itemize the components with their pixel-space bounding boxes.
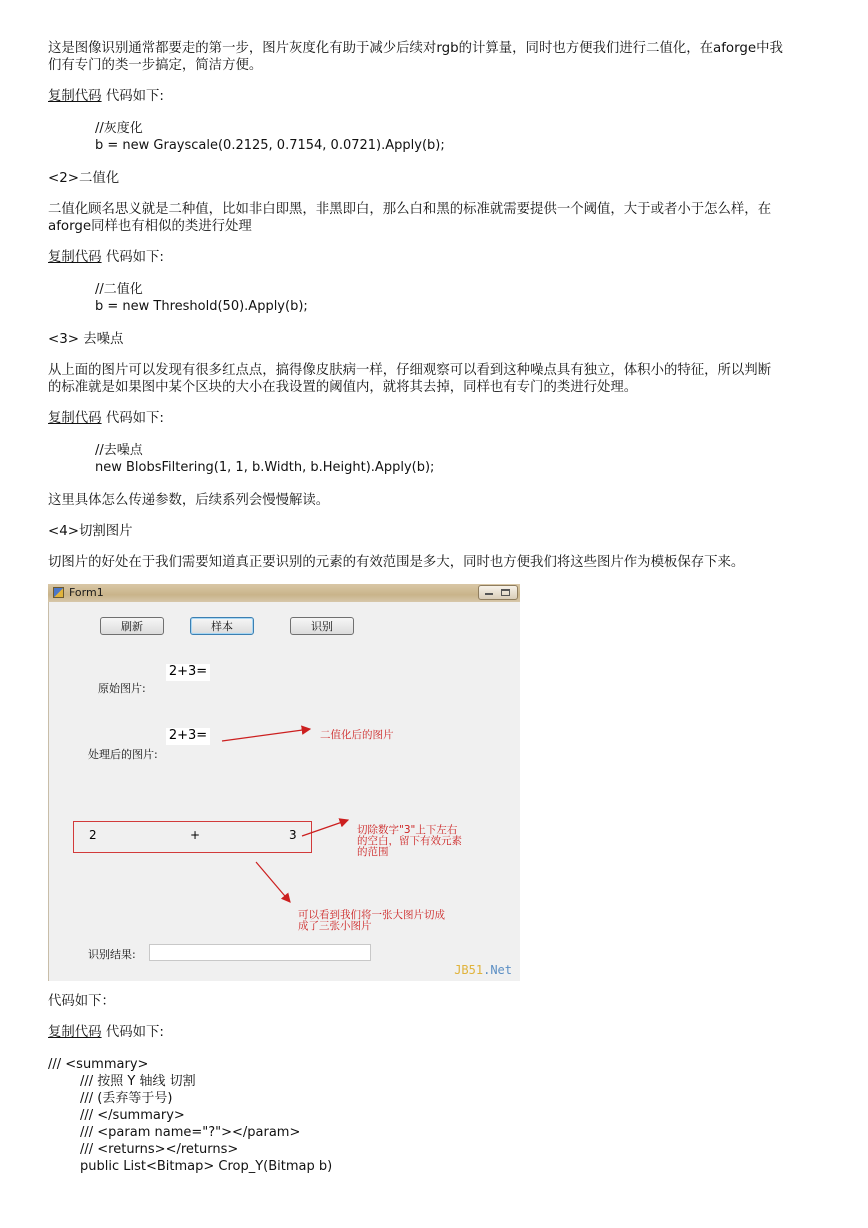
code-comment: //去噪点 (95, 443, 143, 458)
code-line: new BlobsFiltering(1, 1, b.Width, b.Height).Apply(b); (95, 460, 435, 475)
copy-code-link[interactable]: 复制代码 (48, 1025, 102, 1040)
paragraph-line: 这里具体怎么传递参数，后续系列会慢慢解读。 (48, 493, 330, 508)
code-line: /// 按照 Y 轴线 切割 (80, 1074, 196, 1089)
code-line: /// <returns></returns> (80, 1142, 239, 1157)
annotation-binarized: 二值化后的图片 (320, 729, 394, 741)
arrow-binarized (222, 729, 310, 741)
processed-image: 2+3= (166, 728, 210, 745)
copy-code-row (48, 88, 164, 105)
original-image: 2+3= (166, 664, 210, 681)
crop-digit: + (190, 828, 201, 842)
code-comment: //灰度化 (95, 121, 143, 136)
section-heading: <3> 去噪点 (48, 332, 124, 347)
paragraph-line: 的标准就是如果图中某个区块的大小在我设置的阈值内，就将其去掉，同样也有专门的类进行处理。 (48, 380, 638, 395)
annotation-split-line: 成了三张小图片 (298, 920, 372, 932)
code-label: 代码如下： (48, 994, 115, 1009)
code-line: /// <param name="?"></param> (80, 1125, 301, 1140)
copy-code-link[interactable]: 复制代码 (48, 411, 102, 426)
result-label: 识别结果: (88, 948, 136, 961)
crop-digit: 3 (289, 828, 297, 842)
annotation-crop-line: 的范围 (357, 846, 389, 858)
code-line: /// (丢弃等于号) (80, 1091, 173, 1106)
copy-code-link[interactable]: 复制代码 (48, 250, 102, 265)
paragraph-line: 从上面的图片可以发现有很多红点点，搞得像皮肤病一样，仔细观察可以看到这种噪点具有独立，体积小的特征，所以判断 (48, 363, 772, 378)
code-line: public List<Bitmap> Crop_Y(Bitmap b) (80, 1159, 333, 1174)
paragraph-line: 二值化顾名思义就是二种值，比如非白即黑，非黑即白，那么白和黑的标准就需要提供一个阈值，大于或者小于怎么样，在 (48, 202, 772, 217)
code-line: /// </summary> (80, 1108, 185, 1123)
refresh-button: 刷新 (100, 617, 164, 635)
code-intro-label: 代码如下: (101, 250, 164, 265)
copy-code-row (48, 1024, 164, 1041)
code-line: b = new Threshold(50).Apply(b); (95, 299, 308, 314)
annotation-crop-line: 的空白，留下有效元素 (357, 835, 462, 847)
section-heading: <2>二值化 (48, 171, 120, 186)
code-comment: //二值化 (95, 282, 143, 297)
annotation-split-line: 可以看到我们将一张大图片切成 (298, 909, 445, 921)
annotation-crop-line: 切除数字"3"上下左右 (357, 824, 458, 836)
copy-code-row (48, 249, 164, 266)
paragraph-line: 切图片的好处在于我们需要知道真正要识别的元素的有效范围是多大，同时也方便我们将这些图片作为模板保存下来。 (48, 555, 745, 570)
watermark-part: JB51 (454, 963, 484, 977)
window-title: Form1 (69, 586, 104, 599)
recognize-button: 识别 (290, 617, 354, 635)
crop-digit: 2 (89, 828, 97, 842)
annotation-arrows (48, 584, 520, 981)
code-intro-label: 代码如下: (101, 411, 164, 426)
sample-button: 样本 (190, 617, 254, 635)
intro-line-1: 这是图像识别通常都要走的第一步，图片灰度化有助于减少后续对rgb的计算量，同时也方便我们进行二值化，在aforge中我 (48, 41, 783, 56)
arrow-crop (302, 820, 348, 836)
intro-line-2: 们有专门的类一步搞定，简洁方便。 (48, 58, 263, 73)
arrow-split (256, 862, 290, 902)
watermark-part: .Net (483, 963, 512, 977)
code-intro-label: 代码如下: (101, 1025, 164, 1040)
processed-image-label: 处理后的图片: (88, 748, 158, 761)
code-line: /// <summary> (48, 1057, 149, 1072)
copy-code-link[interactable]: 复制代码 (48, 89, 102, 104)
paragraph-line: aforge同样也有相似的类进行处理 (48, 219, 252, 234)
form-screenshot (48, 584, 520, 981)
original-image-label: 原始图片: (98, 682, 146, 695)
copy-code-row (48, 410, 164, 427)
code-intro-label: 代码如下: (101, 89, 164, 104)
code-line: b = new Grayscale(0.2125, 0.7154, 0.0721).Apply(b); (95, 138, 445, 153)
section-heading: <4>切割图片 (48, 524, 133, 539)
